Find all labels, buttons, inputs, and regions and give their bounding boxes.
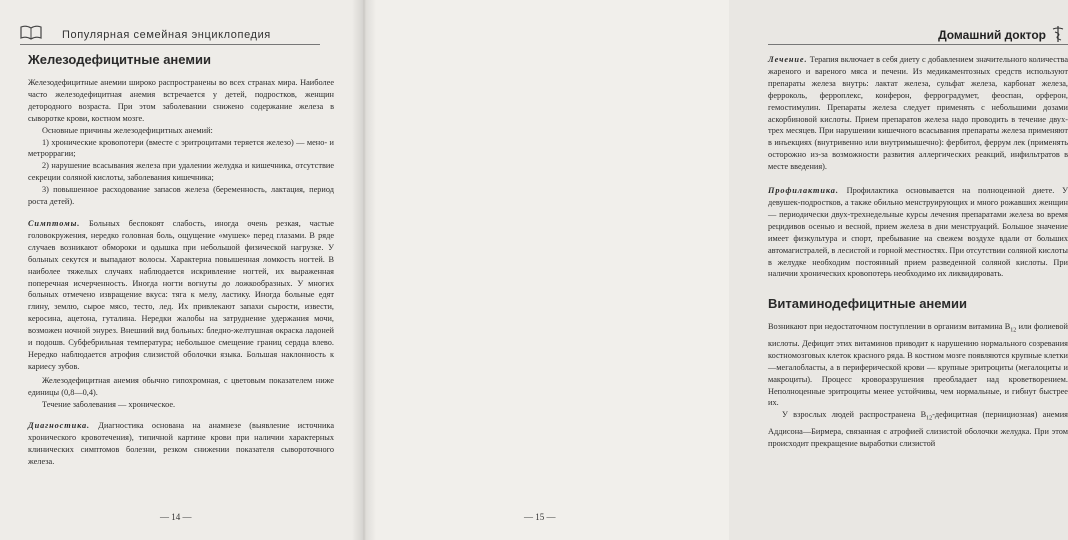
- prevention-lead: Профилактика.: [768, 186, 839, 196]
- left-page: [0, 0, 364, 540]
- vitamin-text-2b: -дефицитная (пернициозная) анемия Аддисона—Бирмера, связанная с атрофией слизистой оболочки желудка. При этом происходит прекращение выработки слизистой: [768, 410, 1068, 448]
- diagnostics-paragraph: [28, 420, 334, 468]
- diagnostics-text: Диагностика основана на анамнезе (выявление источника хронического кровотечения), типичной картине крови при наличии характерных клинических симптомов болезни, резком снижении показателя сывороточного железа.: [28, 421, 334, 467]
- prevention-text: Профилактика основывается на полноценной диете. У девушек-подростков, а также обильно менструирующих и много рожавших женщин — периодически двух-трехнедельные курсы лечения препаратами железа во время рецидивов осенью и весной, прием железа в дни менструаций. Большое значение имеет физкультура и спорт, пребывание на свежем воздухе вдали от больших автомагистралей, в лесистой и горной местностях. При отсутствии соляной кислоты в желудке необходим постоянный прием разведенной соляной кислоты. При наличии хронических кровопотерь необходимо их ликвидировать.: [768, 186, 1068, 279]
- diagnostics-lead: Диагностика.: [28, 421, 91, 431]
- book-gutter-shadow: [352, 0, 376, 540]
- causes-intro: Основные причины железодефицитных анемий:: [42, 125, 213, 135]
- caduceus-icon: [1050, 25, 1066, 43]
- vitamin-text-1b: или фолиевой кислоты. Дефицит этих витаминов приводит к нарушению нормального созревания костномозговых клеток красного ряда. В костном мозге появляются крупные клетки —мегалобласты, а в периферической крови — крупные эритроциты (мегалоциты и макроциты). Процесс кроворазрушения преобладает над кроветворением. Неполноценные эритроциты менее устойчивы, чем нормальные, и гибнут быстрее их.: [768, 322, 1068, 408]
- symptoms-paragraph: [28, 218, 334, 373]
- left-running-header: [20, 28, 320, 45]
- symptoms-lead: Симптомы.: [28, 218, 81, 228]
- vitamin-subscript: 12: [1010, 327, 1017, 334]
- intro-paragraph: Железодефицитные анемии широко распространены во всех странах мира. Наиболее часто железодефицитная анемия встречается у детей, подростков, женщин детородного возраста. При этом заболевании снижено содержание железа в сыворотке крови, костном мозге.: [28, 78, 334, 123]
- treatment-paragraph: [768, 54, 1068, 173]
- treatment-lead: Лечение.: [768, 55, 808, 64]
- open-book-icon: [20, 24, 42, 40]
- section-heading-iron-deficiency: Железодефицитные анемии: [28, 52, 211, 67]
- page-number-left: — 14 —: [160, 512, 192, 522]
- right-page: [364, 0, 1068, 540]
- vitamin-text-2a: У взрослых людей распространена B: [782, 410, 927, 420]
- cause-1: 1) хронические кровопотери (вместе с эритроцитами теряется железо) — мено- и метроррагии;: [28, 137, 334, 159]
- section-heading-vitamin-deficiency: Витаминодефицитные анемии: [768, 296, 967, 312]
- page-number-right: — 15 —: [524, 512, 556, 522]
- vitamin-subscript-2: 12: [926, 415, 933, 422]
- book-title: Домашний доктор: [938, 28, 1046, 42]
- vitamin-paragraph-1: [768, 321, 1068, 409]
- treatment-text: Терапия включает в себя диету с добавлением значительного количества жареного и вареного мяса и печени. Из медикаментозных средств используют препараты железа внутрь: лактат железа, сульфат железа, карбонат железа, ферроколь, ферроплекс, конферон, ферроградумет, феоспан, орферон, гемостимулин. Препараты железа следует применять с небольшими дозами аскорбиновой кислоты. Прием препаратов железа надо проводить в течение двух-трех месяцев. При нарушении кишечного всасывания препараты железа применяют в инъекциях (внутривенно или внутримышечно): фербитол, феррум лек (применять осторожно из-за возможности развития аллергических реакций, инфильтратов в месте введения).: [768, 55, 1068, 172]
- prevention-paragraph: [768, 185, 1068, 280]
- right-text-column: [768, 48, 1068, 450]
- vitamin-text-1a: Возникают при недостаточном поступлении в организм витамина B: [768, 322, 1011, 332]
- vitamin-paragraph-2: [768, 409, 1068, 449]
- encyclopedia-title: Популярная семейная энциклопедия: [62, 29, 271, 41]
- cause-3: 3) повышенное расходование запасов железа (беременность, лактация, период роста детей).: [28, 185, 334, 207]
- course-paragraph: Течение заболевания — хроническое.: [42, 399, 176, 409]
- cause-2: 2) нарушение всасывания железа при удалении желудка и кишечника, отсутствие секреции соляной кислоты, заболевания кишечника;: [28, 161, 334, 183]
- symptoms-text: Больных беспокоят слабость, иногда очень резкая, частые головокружения, нередко головная боль, ощущение «мушек» перед глазами. В ряде случаев возникают обмороки и одышка при небольшой физической нагрузке. У больных секутся и выпадают волосы. Характерна повышенная ломкость ногтей. В наиболее тяжелых случаях наблюдается искривление ногтей, их выраженная поперечная исчерченность. Иногда ногти вогнуты до ложкообразных. У многих больных отмечено извращение вкуса: тяга к мелу, ластику. Иногда больные едят глину, землю, сырое мясо, тесто, лед. Их привлекают запахи сырости, извести, керосина, ацетона, гуталина. Нередки жалобы на затруднение удержания мочи, возможен ночной энурез. Внешний вид больных: бледно-желтушная окраска ладоней и подошв. Субфебрильная температура; небольшое смещение границ сердца влево. Нередко наблюдается атрофия слизистой оболочки языка. Большая наклонность к кариесу зубов.: [28, 218, 334, 371]
- hypochromic-paragraph: Железодефицитная анемия обычно гипохромная, с цветовым показателем ниже единицы (0,8—0,4).: [28, 375, 334, 397]
- left-text-column: [28, 48, 334, 468]
- right-running-header: [768, 28, 1068, 45]
